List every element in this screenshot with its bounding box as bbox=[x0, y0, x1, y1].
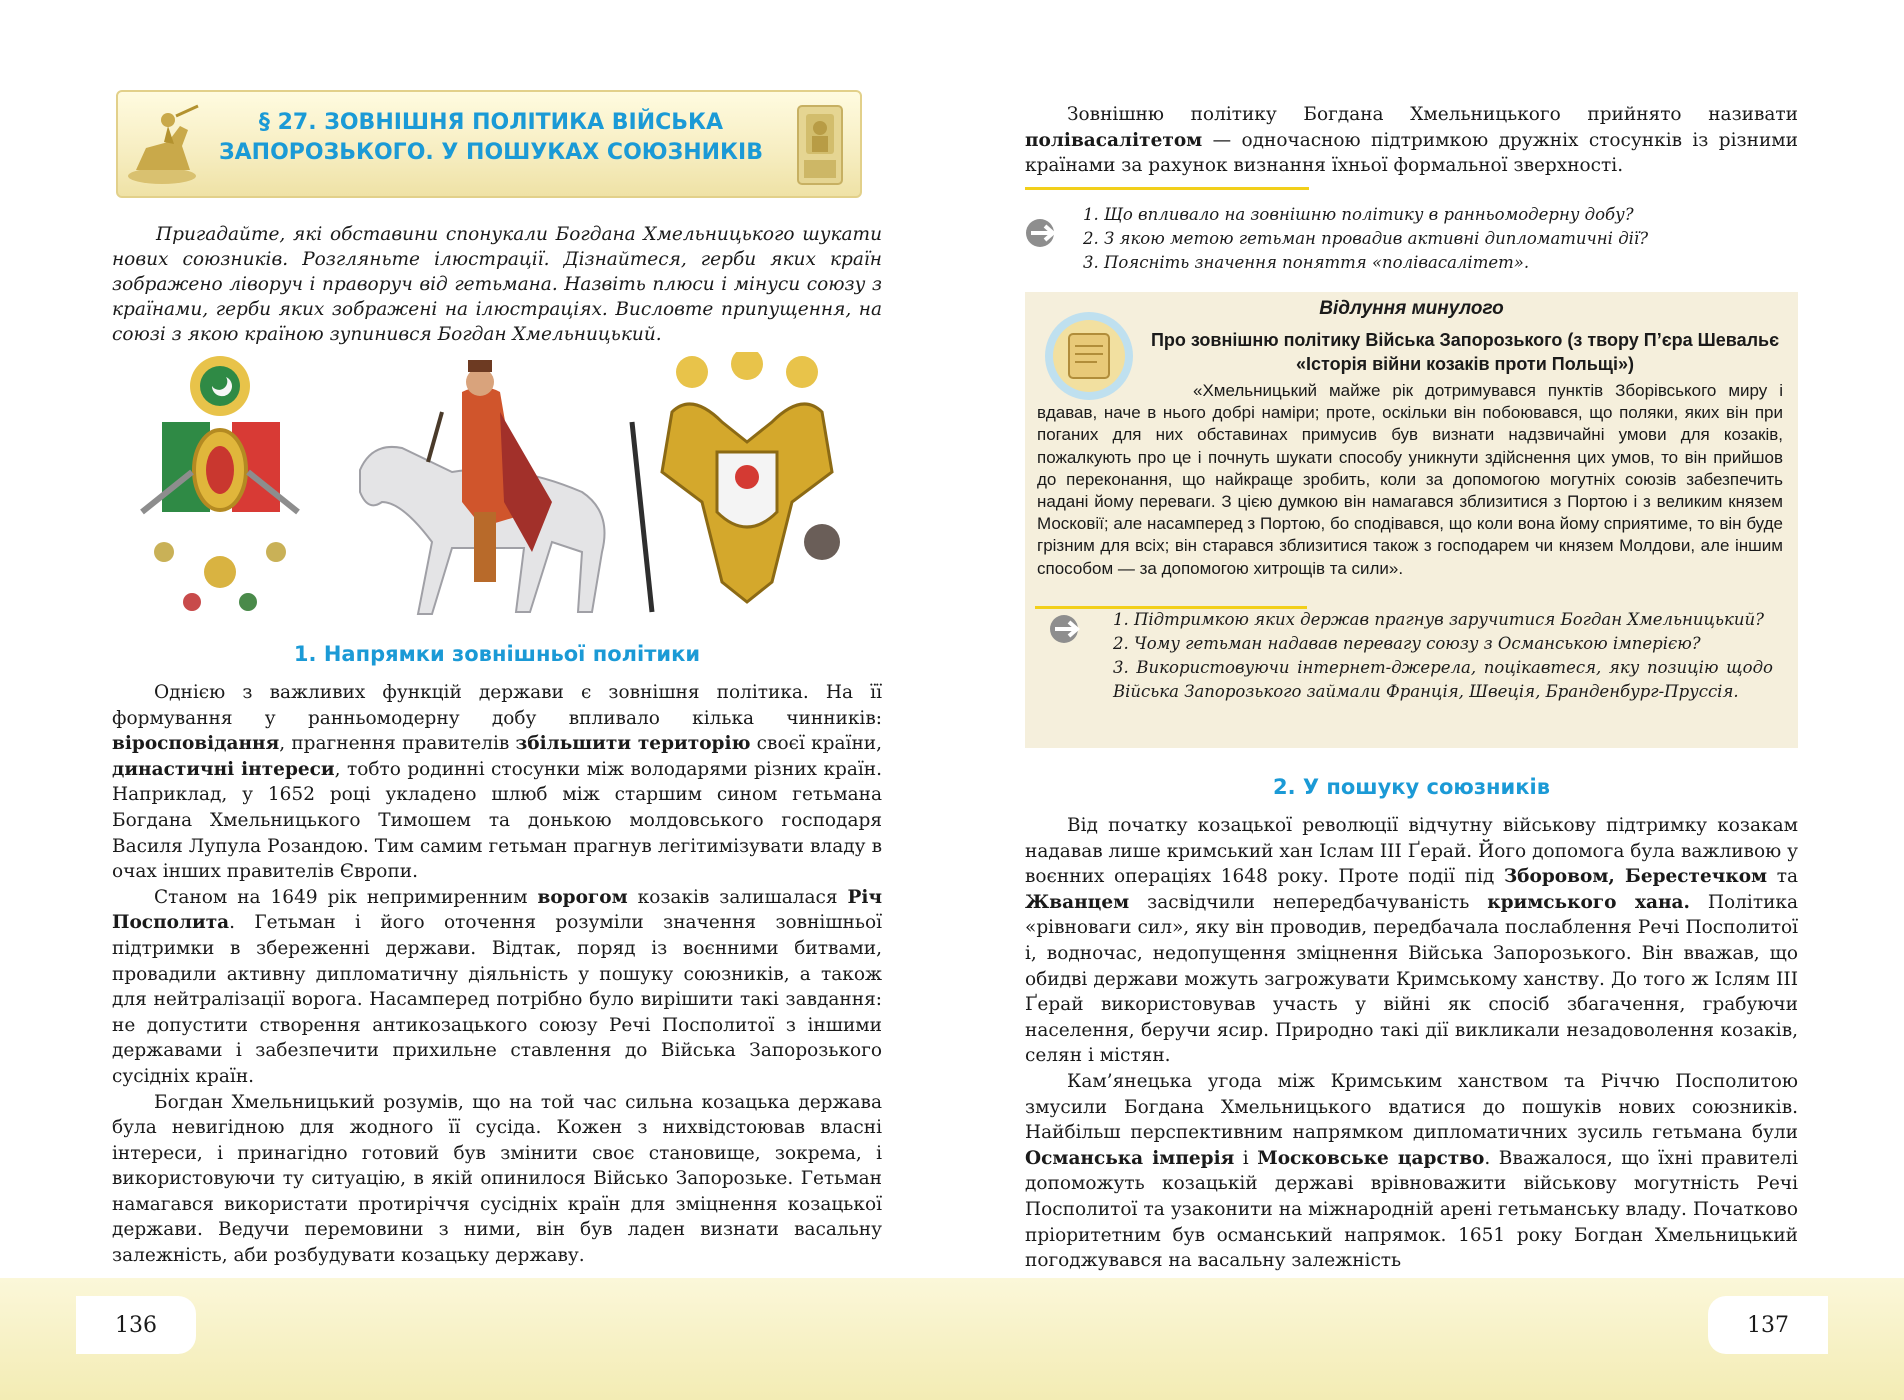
echo-questions bbox=[1113, 608, 1773, 704]
paragraph: Кам’янецька угода між Кримським ханством та Річчю Посполитою змусили Богдана Хмельницького вдатися до пошуків нових союзників. Найбільш перспективним напрямком дипломатичних зусиль гетьмана були Османська імперія і Московське царство. Вважалося, що їхні правителі допоможуть козацькій державі врівноважити військову могутність Речі Посполитої та узаконити на міжнародній арені гетьманську владу. Початково пріоритетним був османський напрямок. 1651 року Богдан Хмельницький погоджувався на васальну залежність bbox=[1025, 1070, 1798, 1272]
question-item: 3. Використовуючи інтернет-джерела, поцікавтеся, яку позицію щодо Війська Запорозького займали Франція, Швеція, Бранденбург-Пруссія. bbox=[1113, 658, 1773, 701]
page-title: § 27. ЗОВНІШНЯ ПОЛІТИКА ВІЙСЬКА ЗАПОРОЗЬКОГО. У ПОШУКАХ СОЮЗНИКІВ bbox=[219, 110, 763, 165]
title-banner bbox=[96, 82, 878, 200]
horseman-statue-icon bbox=[116, 96, 208, 190]
echo-of-past-box bbox=[1025, 292, 1798, 748]
section-heading-2: 2. У пошуку союзників bbox=[1272, 775, 1551, 799]
yellow-divider bbox=[1025, 187, 1309, 190]
page-number-right: 137 bbox=[1708, 1296, 1828, 1354]
questions-list-1 bbox=[1083, 203, 1803, 275]
right-body-text bbox=[1025, 813, 1798, 1274]
paragraph: Богдан Хмельницький розумів, що на той час сильна козацька держава була невигідною для жодного її сусіда. Кожен з нихвідстоював власні інтереси, і принагідно готовий був змінити своє становище, зокрема, і використовуючи ту ситуацію, в якій опинилося Військо Запорозьке. Гетьман намагався використати протиріччя сусідніх країн для зміцнення козацької держави. Ведучи перемовини з ними, він був ладен визнати васальну залежність, аби розбудувати козацьку державу. bbox=[112, 1091, 882, 1267]
arrow-right-icon bbox=[1025, 218, 1069, 248]
echo-quote bbox=[1037, 380, 1783, 580]
section-heading-1: 1. Напрямки зовнішньої політики bbox=[293, 642, 701, 666]
paragraph: Однією з важливих функцій держави є зовнішня політика. На її формування у ранньомодерну добу впливало кілька чинників: віросповідання, прагнення правителів збільшити територію своєї країни, династичні інтереси, тобто родинні стосунки між володарями різних країн. Наприклад, у 1652 році укладено шлюб між старшим сином гетьмана Богдана Хмельницького Тимошем та донькою молдовського господаря Василя Лупула Розандою. Тим самим гетьман прагнув легітимізувати владу в очах інших правителів Європи. bbox=[112, 682, 883, 883]
question-item: 3. Поясніть значення поняття «полівасалітет». bbox=[1083, 253, 1530, 272]
intro-questions: Пригадайте, які обставини спонукали Богдана Хмельницького шукати нових союзників. Розгляньте ілюстрації. Дізнайтеся, герби яких країн зображено ліворуч і праворуч від гетьмана. Назвіть плюси і мінуси союзу з країнами, герби яких зображені на ілюстраціях. Висловте припущення, на союзі з якою країною зупинився Богдан Хмельницький. bbox=[112, 224, 882, 345]
page-number-left: 136 bbox=[76, 1296, 196, 1354]
illustration-coats-of-arms-and-hetman bbox=[132, 352, 882, 642]
paragraph: Зовнішню політику Богдана Хмельницького прийнято називати полівасалітетом — одночасною підтримкою дружніх стосунків із різними країнами за рахунок визнання їхньої формальної зверхності. bbox=[1025, 104, 1798, 177]
muscovy-double-eagle-icon bbox=[632, 352, 840, 612]
left-body-text bbox=[112, 680, 882, 1269]
question-item: 1. Підтримкою яких держав прагнув заручитися Богдан Хмельницький? bbox=[1113, 610, 1764, 629]
question-item: 2. Чому гетьман надавав перевагу союзу з Османською імперією? bbox=[1113, 634, 1701, 653]
question-item: 2. З якою метою гетьман провадив активні дипломатичні дії? bbox=[1083, 229, 1649, 248]
monument-icon bbox=[788, 96, 852, 190]
right-top-paragraph bbox=[1025, 102, 1798, 179]
question-item: 1. Що впливало на зовнішню політику в ранньомодерну добу? bbox=[1083, 205, 1634, 224]
hetman-on-horse-icon bbox=[360, 360, 605, 614]
arrow-right-icon bbox=[1049, 614, 1093, 644]
echo-subheading: Про зовнішню політику Війська Запорозького (з твору П’єра Шевальє «Історія війни козаків проти Польщі») bbox=[1150, 330, 1780, 374]
paragraph: Від початку козацької революції відчутну військову підтримку козакам надавав лише кримський хан Іслам ІІІ Ґерай. Його допомога була важливою у воєнних операціях 1648 року. Проте події під Зборовом, Берестечком та Жванцем засвідчили непередбачуваність кримського хана. Політика «рівноваги сил», яку він проводив, передбачала послаблення Речі Посполитої і, водночас, недопущення зміцнення Війська Запорозького. Він вважав, що обидві держави можуть загрожувати Кримському ханству. До того ж Іслям ІІІ Ґерай використовував участь у війні як спосіб збагачення, грабуючи населення, беручи ясир. Природно такі дії викликали незадоволення козаків, селян і містян. bbox=[1025, 815, 1798, 1067]
quote-paragraph: «Хмельницький майже рік дотримувався пунктів Зборівського миру і вдавав, наче в нього добрі наміри; проте, оскільки він побоювався, що поляки, яких він при поганих для них обставинах примусив був визнати надзвичайні умови для козаків, пожалкують про це і почнуть шукати способу уникнути здійснення цих умов, то він прийшов до переконання, що найкраще зробить, коли за допомогою могутніх союзів забезпечить надані йому переваги. З цією думкою він намагався зблизитися з Портою і з великим князем Московії; але насамперед з Портою, бо сподівався, що коли вона йому сприятиме, то він буде грізним для всіх; він старався зблизитися також з господарем чи князем Молдови, але іншим способом — за допомогою хитрощів та сили». bbox=[1037, 381, 1783, 578]
ottoman-coat-of-arms-icon bbox=[142, 356, 298, 611]
echo-heading: Відлуння минулого bbox=[1319, 298, 1504, 319]
paragraph: Станом на 1649 рік непримиренним ворогом козаків залишалася Річ Посполита. Гетьман і його оточення розуміли значення зовнішньої підтримки в збереженні держави. Відтак, поряд із воєнними битвами, провадили активну дипломатичну діяльність у пошуку союзників, а також для нейтралізації ворога. Насамперед потрібно було вирішити такі завдання: не допустити створення антикозацького союзу Речі Посполитої з іншими державами і забезпечити прихильне ставлення до Війська Запорозького сусідніх країн. bbox=[112, 886, 882, 1087]
